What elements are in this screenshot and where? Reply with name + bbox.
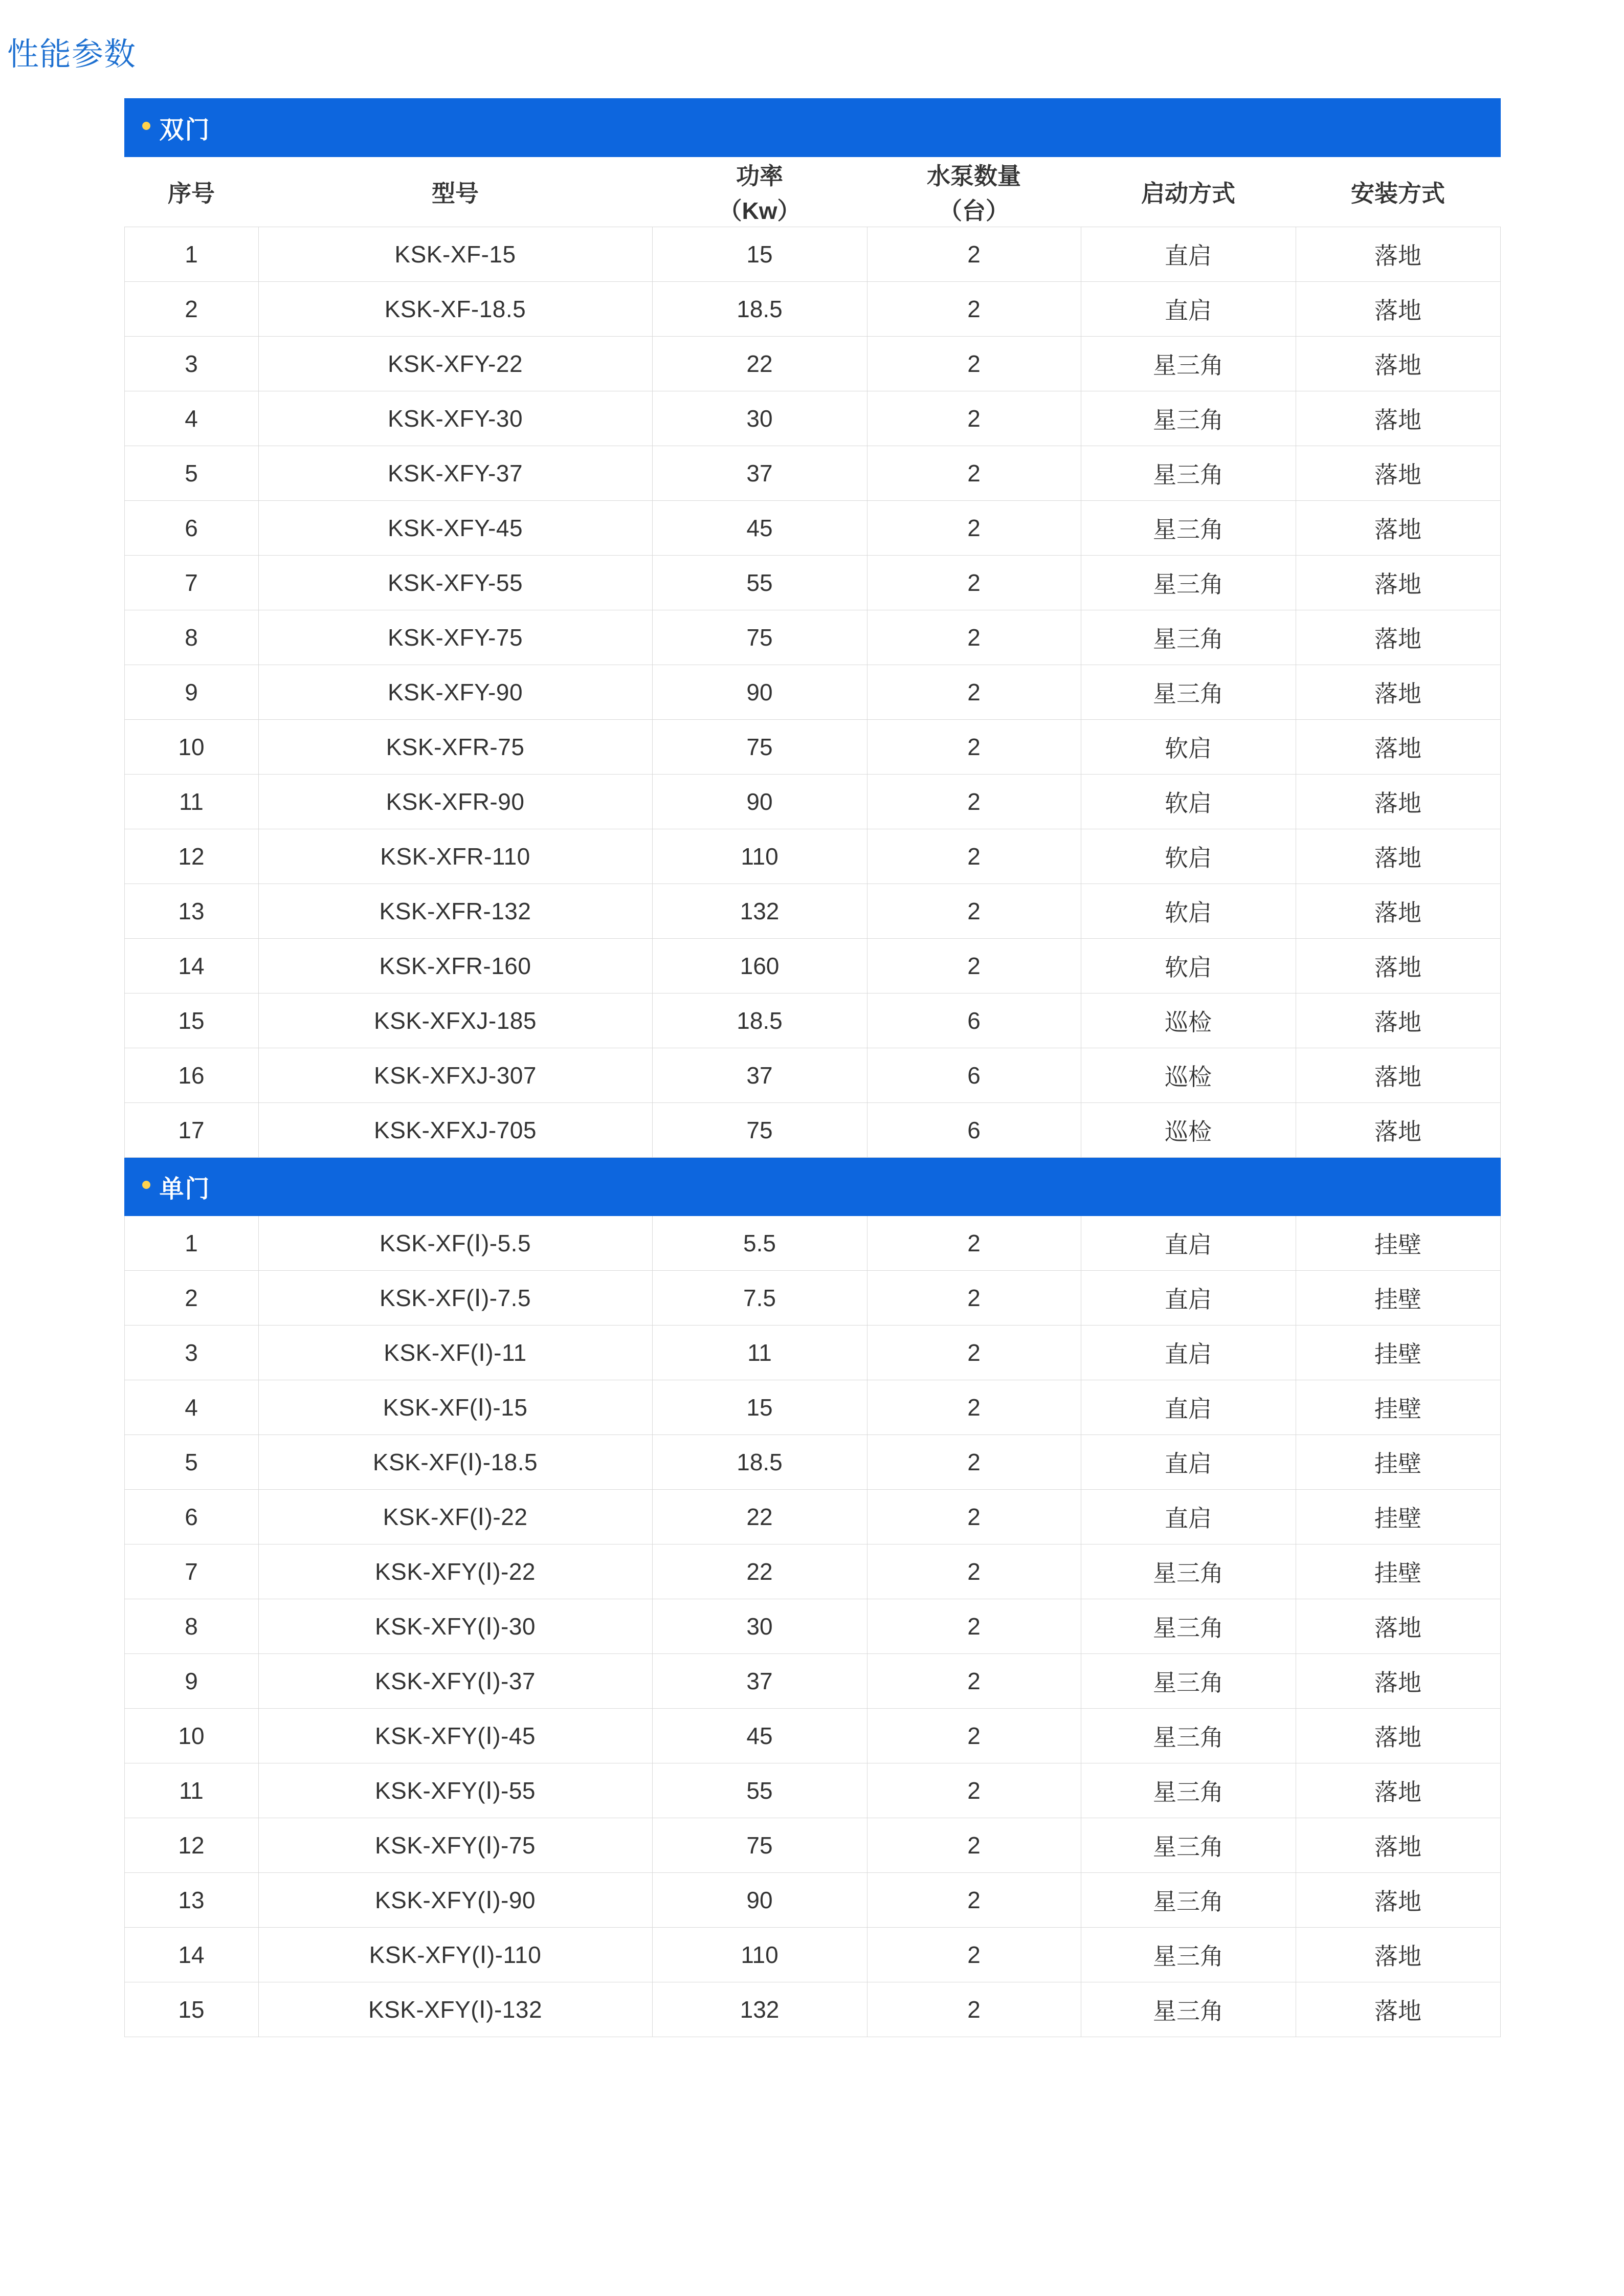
- cell-power: 22: [652, 337, 867, 391]
- cell-model: KSK-XFR-90: [258, 775, 652, 829]
- cell-mount-method: 落地: [1296, 1873, 1500, 1928]
- table-row: [124, 556, 1500, 610]
- cell-model: KSK-XFY-45: [258, 501, 652, 556]
- cell-power: 90: [652, 1873, 867, 1928]
- table-row: [124, 994, 1500, 1048]
- table-row: [124, 1380, 1500, 1435]
- cell-pumps: 2: [867, 1599, 1081, 1654]
- table-row: [124, 391, 1500, 446]
- header-pumps: 水泵数量: [927, 163, 1021, 190]
- table-row: [124, 1599, 1500, 1654]
- cell-model: KSK-XF(Ⅰ)-7.5: [258, 1271, 652, 1326]
- cell-power: 55: [652, 1763, 867, 1818]
- group-header-cell: [124, 1158, 1500, 1216]
- cell-power: 45: [652, 501, 867, 556]
- cell-mount-method: 落地: [1296, 556, 1500, 610]
- cell-pumps: 2: [867, 665, 1081, 720]
- cell-power: 18.5: [652, 282, 867, 337]
- table-row: [124, 1435, 1500, 1490]
- table-row: [124, 884, 1500, 939]
- cell-pumps: 2: [867, 227, 1081, 282]
- cell-start-method: 直启: [1081, 1435, 1296, 1490]
- cell-mount-method: 挂壁: [1296, 1216, 1500, 1271]
- cell-model: KSK-XFXJ-307: [258, 1048, 652, 1103]
- cell-mount-method: 落地: [1296, 1048, 1500, 1103]
- cell-start-method: 软启: [1081, 775, 1296, 829]
- cell-power: 22: [652, 1490, 867, 1544]
- cell-power: 75: [652, 720, 867, 775]
- cell-power: 30: [652, 1599, 867, 1654]
- cell-model: KSK-XFY(Ⅰ)-132: [258, 1982, 652, 2037]
- cell-power: 7.5: [652, 1271, 867, 1326]
- cell-pumps: 2: [867, 829, 1081, 884]
- table-row: [124, 665, 1500, 720]
- cell-start-method: 星三角: [1081, 446, 1296, 501]
- cell-model: KSK-XFY-22: [258, 337, 652, 391]
- cell-start-method: 直启: [1081, 1380, 1296, 1435]
- table-row: [124, 282, 1500, 337]
- cell-no: 4: [124, 1380, 258, 1435]
- cell-start-method: 星三角: [1081, 1544, 1296, 1599]
- cell-pumps: 2: [867, 1873, 1081, 1928]
- cell-start-method: 直启: [1081, 1326, 1296, 1380]
- cell-start-method: 星三角: [1081, 337, 1296, 391]
- cell-no: 5: [124, 1435, 258, 1490]
- cell-start-method: 星三角: [1081, 1763, 1296, 1818]
- cell-power: 30: [652, 391, 867, 446]
- cell-no: 7: [124, 556, 258, 610]
- table-row: [124, 1490, 1500, 1544]
- cell-power: 37: [652, 446, 867, 501]
- cell-mount-method: 落地: [1296, 829, 1500, 884]
- cell-no: 3: [124, 1326, 258, 1380]
- cell-pumps: 2: [867, 1216, 1081, 1271]
- cell-no: 11: [124, 775, 258, 829]
- cell-no: 10: [124, 720, 258, 775]
- cell-model: KSK-XFR-75: [258, 720, 652, 775]
- group-header-row: [124, 1158, 1500, 1216]
- table-row: [124, 1326, 1500, 1380]
- cell-model: KSK-XFY(Ⅰ)-22: [258, 1544, 652, 1599]
- cell-no: 13: [124, 1873, 258, 1928]
- cell-start-method: 星三角: [1081, 665, 1296, 720]
- cell-pumps: 2: [867, 939, 1081, 994]
- cell-no: 4: [124, 391, 258, 446]
- cell-power: 90: [652, 665, 867, 720]
- cell-mount-method: 落地: [1296, 1709, 1500, 1763]
- cell-pumps: 2: [867, 1818, 1081, 1873]
- group-header-cell: [124, 99, 1500, 157]
- cell-start-method: 软启: [1081, 720, 1296, 775]
- table-row: [124, 610, 1500, 665]
- cell-model: KSK-XFY(Ⅰ)-45: [258, 1709, 652, 1763]
- table-row: [124, 501, 1500, 556]
- cell-model: KSK-XFXJ-185: [258, 994, 652, 1048]
- cell-mount-method: 落地: [1296, 884, 1500, 939]
- cell-pumps: 2: [867, 610, 1081, 665]
- cell-power: 75: [652, 610, 867, 665]
- cell-start-method: 星三角: [1081, 1982, 1296, 2037]
- cell-mount-method: 落地: [1296, 1599, 1500, 1654]
- cell-power: 90: [652, 775, 867, 829]
- cell-pumps: 2: [867, 1435, 1081, 1490]
- cell-mount-method: 落地: [1296, 994, 1500, 1048]
- cell-mount-method: 落地: [1296, 665, 1500, 720]
- cell-no: 9: [124, 1654, 258, 1709]
- cell-no: 3: [124, 337, 258, 391]
- table-row: [124, 1982, 1500, 2037]
- cell-power: 15: [652, 227, 867, 282]
- cell-power: 22: [652, 1544, 867, 1599]
- cell-mount-method: 落地: [1296, 775, 1500, 829]
- table-row: [124, 720, 1500, 775]
- cell-no: 17: [124, 1103, 258, 1158]
- cell-power: 110: [652, 1928, 867, 1982]
- cell-model: KSK-XFY-37: [258, 446, 652, 501]
- cell-start-method: 星三角: [1081, 1818, 1296, 1873]
- cell-pumps: 2: [867, 1326, 1081, 1380]
- cell-power: 18.5: [652, 994, 867, 1048]
- table-row: [124, 829, 1500, 884]
- cell-power: 5.5: [652, 1216, 867, 1271]
- cell-mount-method: 落地: [1296, 391, 1500, 446]
- cell-pumps: 2: [867, 1709, 1081, 1763]
- table-row: [124, 1216, 1500, 1271]
- cell-no: 1: [124, 1216, 258, 1271]
- cell-model: KSK-XF(Ⅰ)-15: [258, 1380, 652, 1435]
- cell-model: KSK-XFR-110: [258, 829, 652, 884]
- table-row: [124, 446, 1500, 501]
- cell-power: 160: [652, 939, 867, 994]
- header-mount-method: 安装方式: [1351, 180, 1445, 207]
- cell-mount-method: 挂壁: [1296, 1544, 1500, 1599]
- cell-pumps: 2: [867, 775, 1081, 829]
- cell-pumps: 2: [867, 446, 1081, 501]
- cell-mount-method: 落地: [1296, 720, 1500, 775]
- cell-start-method: 软启: [1081, 829, 1296, 884]
- cell-pumps: 2: [867, 1982, 1081, 2037]
- cell-pumps: 2: [867, 1763, 1081, 1818]
- cell-mount-method: 落地: [1296, 227, 1500, 282]
- cell-no: 12: [124, 829, 258, 884]
- cell-mount-method: 挂壁: [1296, 1435, 1500, 1490]
- header-power: 功率: [736, 163, 783, 190]
- cell-mount-method: 落地: [1296, 1654, 1500, 1709]
- cell-power: 11: [652, 1326, 867, 1380]
- cell-start-method: 巡检: [1081, 1103, 1296, 1158]
- cell-model: KSK-XFY-55: [258, 556, 652, 610]
- cell-mount-method: 落地: [1296, 1103, 1500, 1158]
- table-row: [124, 227, 1500, 282]
- spec-table-wrapper: [124, 98, 1500, 2037]
- cell-power: 110: [652, 829, 867, 884]
- cell-start-method: 星三角: [1081, 1928, 1296, 1982]
- cell-mount-method: 落地: [1296, 1982, 1500, 2037]
- cell-start-method: 巡检: [1081, 994, 1296, 1048]
- cell-mount-method: 挂壁: [1296, 1271, 1500, 1326]
- cell-mount-method: 落地: [1296, 282, 1500, 337]
- cell-start-method: 星三角: [1081, 1654, 1296, 1709]
- cell-mount-method: 落地: [1296, 1928, 1500, 1982]
- cell-model: KSK-XFXJ-705: [258, 1103, 652, 1158]
- group-label: 单门: [159, 1176, 211, 1203]
- cell-pumps: 2: [867, 720, 1081, 775]
- cell-no: 12: [124, 1818, 258, 1873]
- table-row: [124, 775, 1500, 829]
- table-row: [124, 1709, 1500, 1763]
- cell-no: 9: [124, 665, 258, 720]
- cell-pumps: 2: [867, 884, 1081, 939]
- cell-pumps: 2: [867, 501, 1081, 556]
- cell-mount-method: 落地: [1296, 939, 1500, 994]
- cell-model: KSK-XFY(Ⅰ)-55: [258, 1763, 652, 1818]
- cell-no: 16: [124, 1048, 258, 1103]
- cell-no: 15: [124, 1982, 258, 2037]
- cell-start-method: 星三角: [1081, 1873, 1296, 1928]
- cell-power: 132: [652, 884, 867, 939]
- cell-start-method: 星三角: [1081, 1599, 1296, 1654]
- cell-model: KSK-XFY-30: [258, 391, 652, 446]
- cell-model: KSK-XF(Ⅰ)-22: [258, 1490, 652, 1544]
- cell-model: KSK-XFR-160: [258, 939, 652, 994]
- cell-pumps: 6: [867, 1103, 1081, 1158]
- cell-no: 8: [124, 610, 258, 665]
- table-row: [124, 1763, 1500, 1818]
- cell-mount-method: 挂壁: [1296, 1490, 1500, 1544]
- cell-power: 55: [652, 556, 867, 610]
- cell-no: 14: [124, 939, 258, 994]
- table-row: [124, 1048, 1500, 1103]
- cell-pumps: 6: [867, 994, 1081, 1048]
- cell-model: KSK-XFY-90: [258, 665, 652, 720]
- cell-no: 8: [124, 1599, 258, 1654]
- cell-power: 15: [652, 1380, 867, 1435]
- cell-start-method: 星三角: [1081, 391, 1296, 446]
- cell-no: 7: [124, 1544, 258, 1599]
- header-start-method: 启动方式: [1141, 180, 1235, 207]
- performance-parameters-table: [124, 98, 1501, 2037]
- cell-model: KSK-XF-15: [258, 227, 652, 282]
- cell-no: 11: [124, 1763, 258, 1818]
- cell-mount-method: 落地: [1296, 337, 1500, 391]
- cell-start-method: 巡检: [1081, 1048, 1296, 1103]
- cell-model: KSK-XF-18.5: [258, 282, 652, 337]
- cell-start-method: 直启: [1081, 1216, 1296, 1271]
- cell-mount-method: 落地: [1296, 610, 1500, 665]
- cell-mount-method: 落地: [1296, 446, 1500, 501]
- cell-start-method: 星三角: [1081, 501, 1296, 556]
- cell-no: 13: [124, 884, 258, 939]
- cell-start-method: 软启: [1081, 939, 1296, 994]
- table-row: [124, 337, 1500, 391]
- group-label: 双门: [159, 117, 211, 144]
- cell-model: KSK-XF(Ⅰ)-18.5: [258, 1435, 652, 1490]
- cell-pumps: 2: [867, 1380, 1081, 1435]
- cell-no: 5: [124, 446, 258, 501]
- table-row: [124, 1103, 1500, 1158]
- cell-mount-method: 挂壁: [1296, 1380, 1500, 1435]
- cell-mount-method: 挂壁: [1296, 1326, 1500, 1380]
- cell-mount-method: 落地: [1296, 1818, 1500, 1873]
- cell-start-method: 软启: [1081, 884, 1296, 939]
- cell-model: KSK-XFY(Ⅰ)-110: [258, 1928, 652, 1982]
- cell-no: 6: [124, 1490, 258, 1544]
- group-header-row: [124, 99, 1500, 157]
- cell-pumps: 2: [867, 282, 1081, 337]
- table-row: [124, 1544, 1500, 1599]
- page-title: 性能参数: [7, 37, 137, 72]
- cell-model: KSK-XFR-132: [258, 884, 652, 939]
- bullet-dot-icon: [142, 1181, 150, 1189]
- cell-pumps: 2: [867, 1928, 1081, 1982]
- cell-model: KSK-XFY(Ⅰ)-30: [258, 1599, 652, 1654]
- bullet-dot-icon: [142, 122, 150, 130]
- cell-mount-method: 落地: [1296, 1763, 1500, 1818]
- header-pumps-unit: （台）: [939, 197, 1009, 225]
- cell-pumps: 2: [867, 337, 1081, 391]
- cell-power: 75: [652, 1818, 867, 1873]
- cell-pumps: 2: [867, 1654, 1081, 1709]
- cell-no: 1: [124, 227, 258, 282]
- cell-model: KSK-XFY(Ⅰ)-90: [258, 1873, 652, 1928]
- cell-start-method: 直启: [1081, 282, 1296, 337]
- cell-model: KSK-XF(Ⅰ)-5.5: [258, 1216, 652, 1271]
- cell-pumps: 2: [867, 1544, 1081, 1599]
- cell-pumps: 6: [867, 1048, 1081, 1103]
- cell-no: 10: [124, 1709, 258, 1763]
- cell-no: 2: [124, 1271, 258, 1326]
- header-no: 序号: [168, 180, 215, 207]
- cell-power: 75: [652, 1103, 867, 1158]
- cell-model: KSK-XFY(Ⅰ)-75: [258, 1818, 652, 1873]
- table-row: [124, 1654, 1500, 1709]
- cell-start-method: 星三角: [1081, 1709, 1296, 1763]
- cell-no: 14: [124, 1928, 258, 1982]
- cell-pumps: 2: [867, 391, 1081, 446]
- cell-model: KSK-XFY-75: [258, 610, 652, 665]
- cell-no: 6: [124, 501, 258, 556]
- cell-power: 37: [652, 1048, 867, 1103]
- table-row: [124, 1928, 1500, 1982]
- cell-pumps: 2: [867, 1271, 1081, 1326]
- table-row: [124, 1873, 1500, 1928]
- cell-start-method: 直启: [1081, 1271, 1296, 1326]
- cell-model: KSK-XF(Ⅰ)-11: [258, 1326, 652, 1380]
- table-header-row-1: [124, 157, 1500, 192]
- header-model: 型号: [432, 180, 479, 207]
- cell-pumps: 2: [867, 556, 1081, 610]
- cell-no: 15: [124, 994, 258, 1048]
- cell-start-method: 星三角: [1081, 610, 1296, 665]
- cell-no: 2: [124, 282, 258, 337]
- cell-power: 18.5: [652, 1435, 867, 1490]
- cell-power: 132: [652, 1982, 867, 2037]
- cell-start-method: 直启: [1081, 1490, 1296, 1544]
- table-row: [124, 939, 1500, 994]
- cell-pumps: 2: [867, 1490, 1081, 1544]
- cell-model: KSK-XFY(Ⅰ)-37: [258, 1654, 652, 1709]
- table-row: [124, 1271, 1500, 1326]
- cell-power: 37: [652, 1654, 867, 1709]
- cell-start-method: 直启: [1081, 227, 1296, 282]
- cell-mount-method: 落地: [1296, 501, 1500, 556]
- cell-start-method: 星三角: [1081, 556, 1296, 610]
- cell-power: 45: [652, 1709, 867, 1763]
- header-power-unit: （Kw）: [718, 197, 801, 225]
- table-row: [124, 1818, 1500, 1873]
